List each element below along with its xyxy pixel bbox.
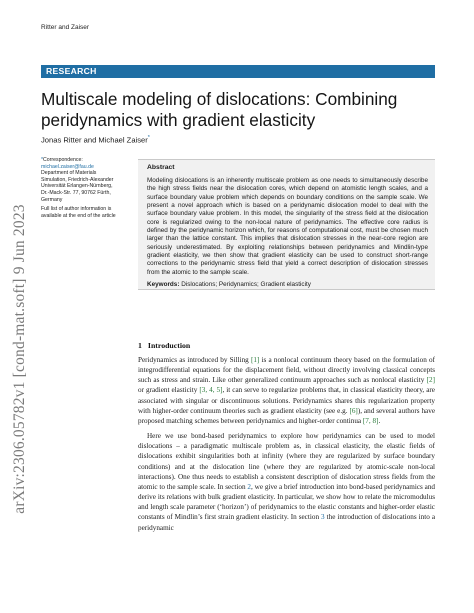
introduction-body bbox=[138, 355, 435, 533]
author-info-note bbox=[41, 206, 127, 219]
paragraph-text: . bbox=[378, 416, 381, 425]
section-title: Introduction bbox=[147, 341, 191, 350]
arxiv-stamp-text: arXiv:2306.05782v1 [cond-mat.soft] 9 Jun 2023 bbox=[11, 204, 28, 514]
abstract-box bbox=[138, 159, 435, 290]
author-info-sidebar bbox=[41, 157, 127, 222]
correspondence-block bbox=[41, 157, 127, 203]
correspondence-email-link[interactable]: michael.zaiser@fau.de bbox=[41, 163, 94, 170]
correspondence-label: Correspondence: bbox=[43, 157, 83, 163]
section-heading-introduction bbox=[138, 341, 190, 350]
section-ref-link[interactable]: 3 bbox=[321, 513, 325, 522]
affiliation-line: Germany bbox=[41, 196, 63, 203]
paragraph-text: ), and several authors have proposed matching schemes between peridynamics and higher-order continua bbox=[138, 406, 436, 425]
citation-link[interactable]: [7, 8] bbox=[362, 416, 379, 425]
paragraph-text: is a nonlocal continuum theory based on the formulation of integrodifferential equations for the displacement field, without directly involving classical concepts such as stress and strain. Like other generalized continuum approaches such as nonlocal elasticity bbox=[138, 356, 436, 385]
correspondence-mark: * bbox=[41, 157, 44, 163]
author-info-line: Full list of author information is bbox=[41, 206, 112, 213]
paragraph-text: , we give a brief introduction into bond-based peridynamics and derive its relations with bulk gradient elasticity. In particular, we show how to relate the micromodulus and length scale parameter (‘horizon’) of peridynamics to the elastic constants and higher-order elastic constants of Mindlin’s first strain gradient elasticity. In section bbox=[138, 482, 435, 522]
corresponding-author-mark: * bbox=[147, 135, 150, 141]
section-number: 1 bbox=[138, 341, 142, 350]
title-line-2: peridynamics with gradient elasticity bbox=[41, 110, 316, 130]
abstract-text: Modeling dislocations is an inherently multiscale problem as one needs to simultaneously describe the high stress fields near the dislocation cores, which depend on atomistic length scales, and a surface boundary value problem which depends on boundary conditions on the sample scale. We present a novel approach which is based on a peridynamic dislocation model to deal with the surface boundary value problem. In this model, the singularity of the stress field at the dislocation core is regularized owing to the non-local nature of peridynamics. The effective core radius is defined by the peridynamic horizon which, for reasons of computational cost, must be chosen much larger than the lattice constant. This implies that dislocation stresses in the near-core region are seriously underestimated. By exploiting relationships between peridynamics and Mindlin-type gradient elasticity, we then show that gradient elasticity can be used to construct short-range corrections to the peridynamic stress field that yield a correct description of dislocation stresses from the atomic to the sample scale. bbox=[147, 177, 428, 276]
citation-link[interactable]: [1] bbox=[250, 356, 260, 364]
paragraph-text: or gradient elasticity bbox=[138, 386, 200, 395]
keywords-label: Keywords: bbox=[147, 281, 180, 289]
paragraph-text: , it can serve to regularize problems that, in classical elasticity theory, are associated with singular or discontinuous solutions. Peridynamics shares this regularization property with higher-order continuum theories such as gradient elasticity (see e.g. bbox=[138, 386, 435, 415]
citation-link[interactable]: [3, 4, 5] bbox=[199, 386, 223, 395]
paragraph-text: Peridynamics as introduced by Silling bbox=[138, 356, 251, 364]
authors-text: Jonas Ritter and Michael Zaiser bbox=[41, 135, 148, 145]
affiliation-line: Simulation, Friedrich-Alexander bbox=[41, 176, 114, 183]
title-line-1: Multiscale modeling of dislocations: Combining bbox=[41, 89, 398, 109]
affiliation-line: Universität Erlangen-Nürnberg, bbox=[41, 183, 113, 190]
paper-title bbox=[41, 89, 441, 131]
section-banner: RESEARCH bbox=[41, 65, 435, 78]
arxiv-identifier-stamp bbox=[10, 150, 30, 568]
running-header: Ritter and Zaiser bbox=[41, 24, 90, 31]
author-info-line: available at the end of the article bbox=[41, 212, 116, 219]
keywords-text: Dislocations; Peridynamics; Gradient elasticity bbox=[181, 281, 311, 289]
paragraph-text: Here we use bond-based peridynamics to explore how peridynamics can be used to model dislocations – a paradigmatic multiscale problem as, in classical elasticity, the elastic fields of dislocations exhibit singularities both at infinity (where they are regularized by surface boundary conditions) and at the dislocation line (where they are regularized by atomic-scale non-local interactions). One thus needs to establish a consistent description of dislocation stress fields from the atomic to the sample scale. In section bbox=[138, 432, 435, 491]
citation-link[interactable]: [6] bbox=[349, 406, 358, 415]
abstract-heading: Abstract bbox=[147, 164, 175, 171]
citation-link[interactable]: [2] bbox=[426, 376, 435, 385]
affiliation-line: Department of Materials bbox=[41, 170, 97, 177]
paragraph bbox=[138, 431, 435, 533]
paragraph bbox=[138, 355, 435, 426]
keywords-line bbox=[147, 281, 428, 288]
paragraph-text: the introduction of dislocations into a peridynamic bbox=[138, 513, 436, 532]
section-ref-link[interactable]: 2 bbox=[247, 482, 252, 491]
author-list bbox=[41, 135, 150, 145]
affiliation-line: Dr.-Mack-Str. 77, 90762 Fürth, bbox=[41, 189, 111, 196]
